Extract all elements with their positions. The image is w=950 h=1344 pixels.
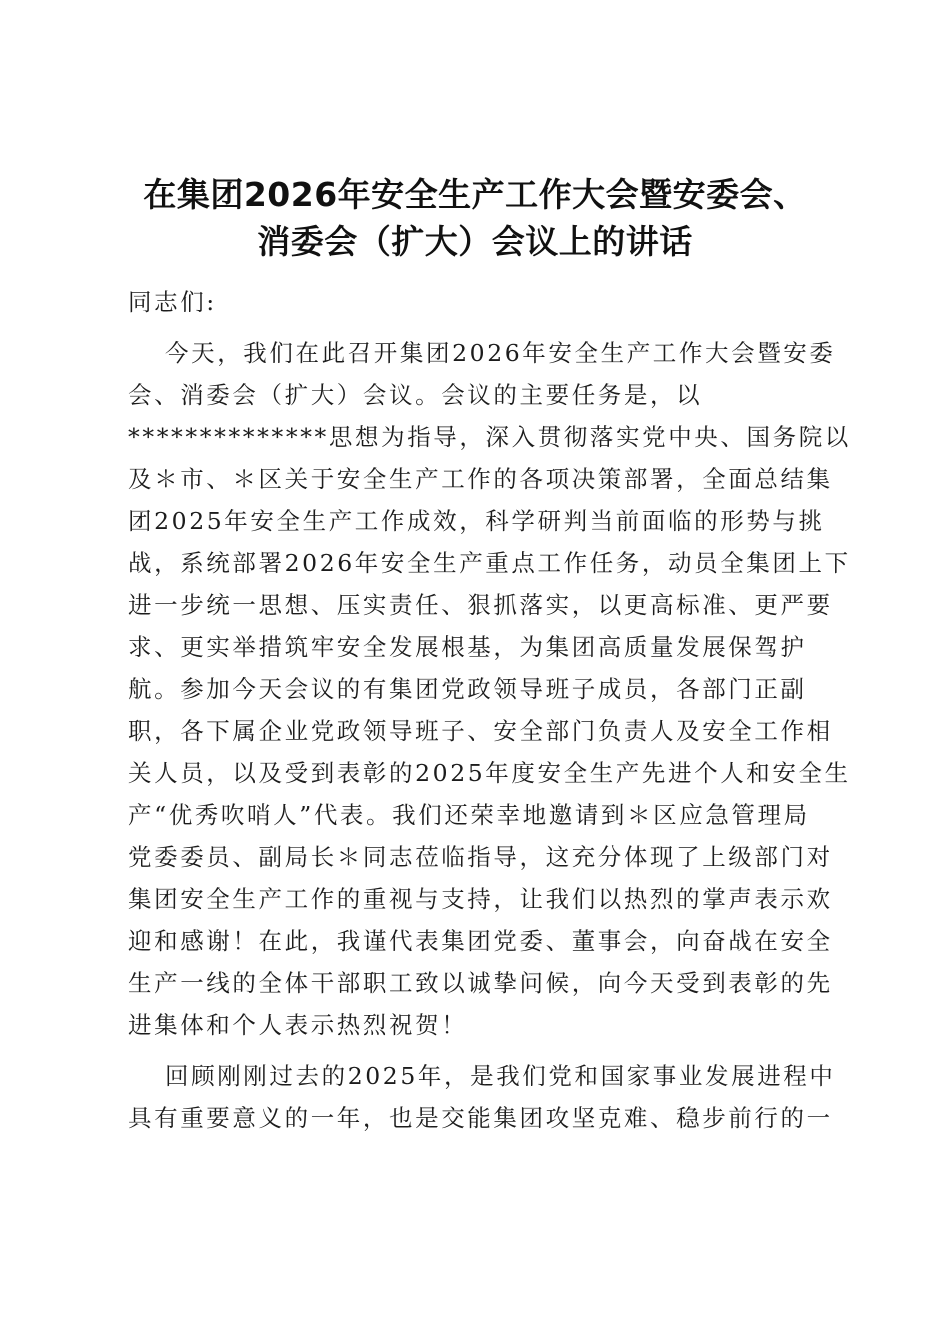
body-line: 进一步统一思想、压实责任、狠抓落实，以更高标准、更严要 [128,591,833,619]
body-line: 团2025年安全生产工作成效，科学研判当前面临的形势与挑 [128,507,825,535]
body-line: 会、消委会（扩大）会议。会议的主要任务是，以 [128,381,703,409]
body-line: 集团安全生产工作的重视与支持，让我们以热烈的掌声表示欢 [128,885,833,913]
body-line: **************思想为指导，深入贯彻落实党中央、国务院以 [128,423,851,451]
body-line: 战，系统部署2026年安全生产重点工作任务，动员全集团上下 [128,549,851,577]
body-line: 回顾刚刚过去的2025年，是我们党和国家事业发展进程中 [165,1062,836,1090]
body-line: 职，各下属企业党政领导班子、安全部门负责人及安全工作相 [128,717,833,745]
body-line: 关人员，以及受到表彰的2025年度安全生产先进个人和安全生 [128,759,851,787]
body-line: 今天，我们在此召开集团2026年安全生产工作大会暨安委 [165,339,836,367]
body-line: 党委委员、副局长＊同志莅临指导，这充分体现了上级部门对 [128,843,833,871]
body-line: 迎和感谢！在此，我谨代表集团党委、董事会，向奋战在安全 [128,927,833,955]
document-title-line-1: 在集团2026年安全生产工作大会暨安委会、 [143,175,807,214]
document-title-line-2: 消委会（扩大）会议上的讲话 [257,222,693,261]
body-line: 求、更实举措筑牢安全发展根基，为集团高质量发展保驾护 [128,633,807,661]
body-line: 具有重要意义的一年，也是交能集团攻坚克难、稳步前行的一 [128,1104,833,1132]
body-line: 生产一线的全体干部职工致以诚挚问候，向今天受到表彰的先 [128,969,833,997]
body-line: 航。参加今天会议的有集团党政领导班子成员，各部门正副 [128,675,807,703]
body-line: 产“优秀吹哨人”代表。我们还荣幸地邀请到＊区应急管理局 [128,801,810,829]
body-line: 及＊市、＊区关于安全生产工作的各项决策部署，全面总结集 [128,465,833,493]
salutation: 同志们: [128,288,217,316]
body-line: 进集体和个人表示热烈祝贺！ [128,1011,468,1039]
